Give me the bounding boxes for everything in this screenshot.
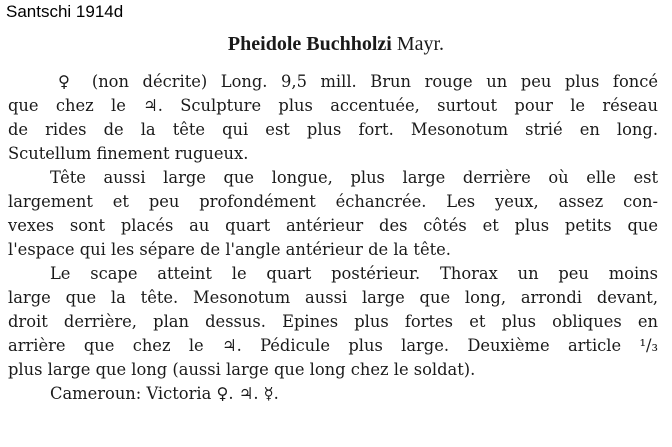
text-line: plus large que long (aussi large que long chez le soldat). <box>8 360 476 379</box>
text-line: Tête aussi large que longue, plus large derrière où elle est <box>50 168 658 187</box>
text-line: ♀ (non décrite) Long. 9,5 mill. Brun rouge un peu plus foncé <box>58 72 658 91</box>
text-line: de rides de la tête qui est plus fort. Mesonotum strié en long. <box>8 120 658 139</box>
page-title <box>0 33 672 56</box>
source-label: Santschi 1914d <box>6 2 124 21</box>
text-line: largement et peu profondément échancrée. Les yeux, assez con- <box>8 192 658 211</box>
text-line: arrière que chez le ♃. Pédicule plus large. Deuxième article ¹/₃ <box>8 336 658 355</box>
text-line: droit derrière, plan dessus. Epines plus fortes et plus obliques en <box>8 312 658 331</box>
title-genus: Pheidole <box>227 33 302 55</box>
description-text <box>8 70 658 406</box>
text-line: Le scape atteint le quart postérieur. Thorax un peu moins <box>50 264 658 283</box>
text-line: l'espace qui les sépare de l'angle antérieur de la tête. <box>8 240 451 259</box>
text-line: que chez le ♃. Sculpture plus accentuée, surtout pour le réseau <box>8 96 658 115</box>
text-line: Cameroun: Victoria ♀. ♃. ☿. <box>50 384 279 403</box>
text-line: large que la tête. Mesonotum aussi large que long, arrondi devant, <box>8 288 658 307</box>
text-line: Scutellum finement rugueux. <box>8 144 249 163</box>
title-author: Mayr. <box>396 33 445 55</box>
paragraph-female-description <box>8 70 658 166</box>
title-species: Buchholzi <box>306 33 392 55</box>
paragraph-locality <box>8 382 658 406</box>
text-line: vexes sont placés au quart antérieur des côtés et plus petits que <box>8 216 658 235</box>
paragraph-head-description <box>8 166 658 262</box>
paragraph-thorax-description <box>8 262 658 382</box>
